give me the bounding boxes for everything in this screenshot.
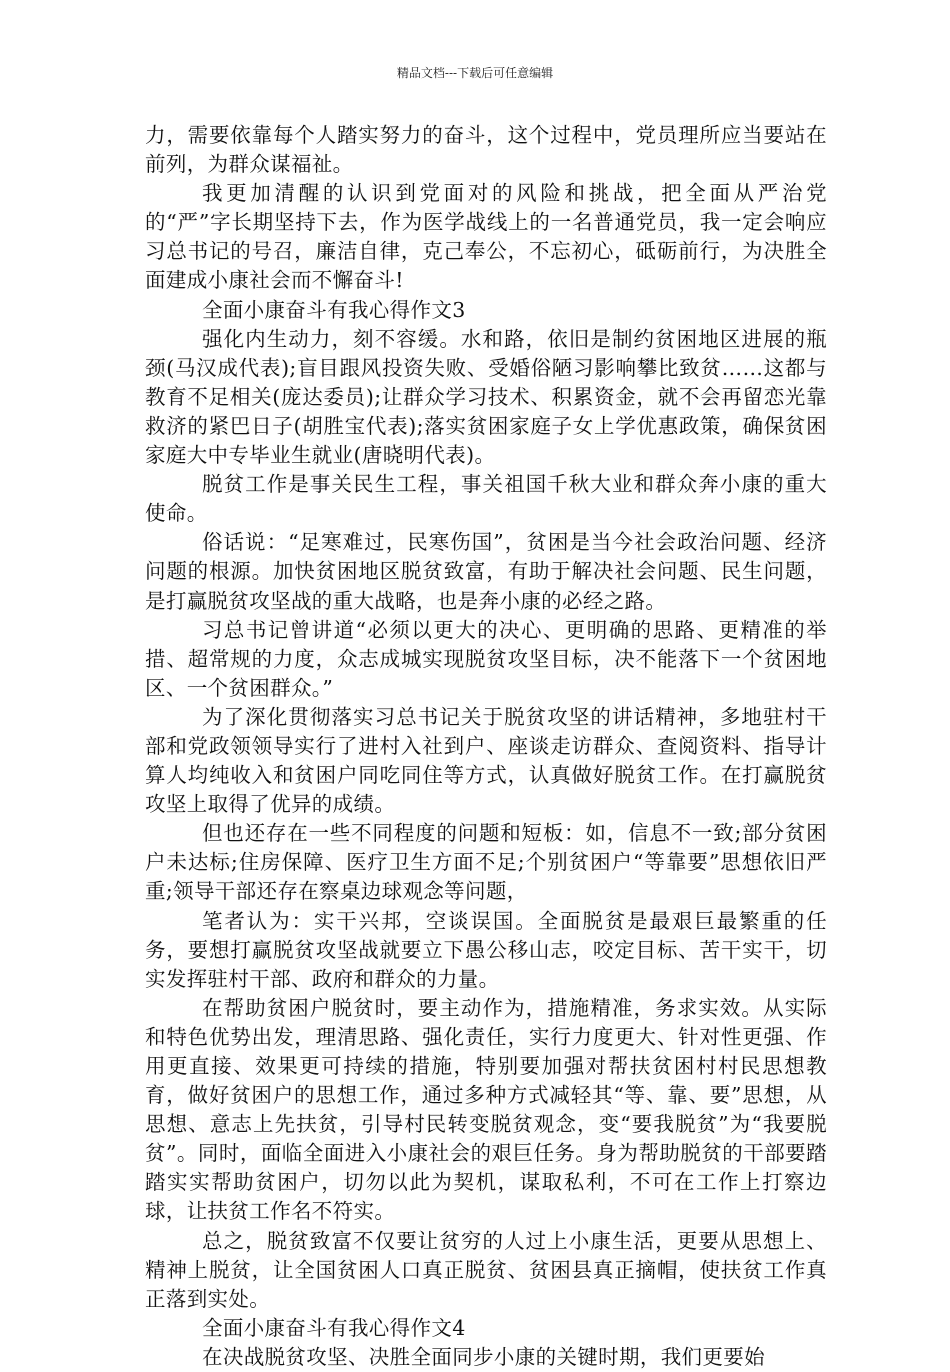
section-heading: 全面小康奋斗有我心得作文4 <box>202 1315 466 1340</box>
page-header: 精品文档---下载后可任意编辑 <box>396 66 554 80</box>
section-heading: 全面小康奋斗有我心得作文3 <box>202 297 466 322</box>
paragraph: 但也还存在一些不同程度的问题和短板：如，信息不一致;部分贫困户未达标;住房保障、医疗卫生方面不足;个别贫困户“等靠要”思想依旧严重;领导干部还存在察桌边球观念等问题， <box>145 821 827 904</box>
paragraph-continuation: 力，需要依靠每个人踏实努力的奋斗，这个过程中，党员理所应当要站在前列，为群众谋福祉。 <box>145 123 827 177</box>
paragraph: 笔者认为：实干兴邦，空谈误国。全面脱贫是最艰巨最繁重的任务，要想打赢脱贫攻坚战就要立下愚公移山志，咬定目标、苦干实干，切实发挥驻村干部、政府和群众的力量。 <box>145 908 827 991</box>
paragraph: 总之，脱贫致富不仅要让贫穷的人过上小康生活，更要从思想上、精神上脱贫，让全国贫困人口真正脱贫、贫困县真正摘帽，使扶贫工作真正落到实处。 <box>145 1228 827 1311</box>
paragraph: 在决战脱贫攻坚、决胜全面同步小康的关键时期，我们更要始 <box>202 1344 765 1369</box>
paragraph: 在帮助贫困户脱贫时，要主动作为，措施精准，务求实效。从实际和特色优势出发，理清思路、强化责任，实行力度更大、针对性更强、作用更直接、效果更可持续的措施，特别要加强对帮扶贫困村村民思想教育，做好贫困户的思想工作，通过多种方式减轻其“等、靠、要”思想，从思想、意志上先扶贫，引导村民转变脱贫观念，变“要我脱贫”为“我要脱贫”。同时，面临全面进入小康社会的艰巨任务。身为帮助脱贫的干部要踏踏实实帮助贫困户，切勿以此为契机，谋取私利，不可在工作上打察边球，让扶贫工作名不符实。 <box>145 995 827 1224</box>
paragraph: 为了深化贯彻落实习总书记关于脱贫攻坚的讲话精神，多地驻村干部和党政领领导实行了进村入社到户、座谈走访群众、查阅资料、指导计算人均纯收入和贫困户同吃同住等方式，认真做好脱贫工作。在打赢脱贫攻坚上取得了优异的成绩。 <box>145 704 827 817</box>
document-body <box>145 121 827 1372</box>
paragraph: 强化内生动力，刻不容缓。水和路，依旧是制约贫困地区进展的瓶颈(马汉成代表);盲目跟风投资失败、受婚俗陋习影响攀比致贫……这都与教育不足相关(庞达委员);让群众学习技术、积累资金，就不会再留恋光靠救济的紧巴日子(胡胜宝代表);落实贫困家庭子女上学优惠政策，确保贫困家庭大中专毕业生就业(唐晓明代表)。 <box>145 326 827 468</box>
paragraph: 我更加清醒的认识到党面对的风险和挑战，把全面从严治党的“严”字长期坚持下去，作为医学战线上的一名普通党员，我一定会响应习总书记的号召，廉洁自律，克己奉公，不忘初心，砥砺前行，为决胜全面建成小康社会而不懈奋斗! <box>145 181 827 293</box>
paragraph: 习总书记曾讲道“必须以更大的决心、更明确的思路、更精准的举措、超常规的力度，众志成城实现脱贫攻坚目标，决不能落下一个贫困地区、一个贫困群众。” <box>145 617 827 700</box>
paragraph: 俗话说：“足寒难过，民寒伤国”，贫困是当今社会政治问题、经济问题的根源。加快贫困地区脱贫致富，有助于解决社会问题、民生问题，是打赢脱贫攻坚战的重大战略，也是奔小康的必经之路。 <box>145 530 827 613</box>
paragraph: 脱贫工作是事关民生工程，事关祖国千秋大业和群众奔小康的重大使命。 <box>145 472 827 526</box>
